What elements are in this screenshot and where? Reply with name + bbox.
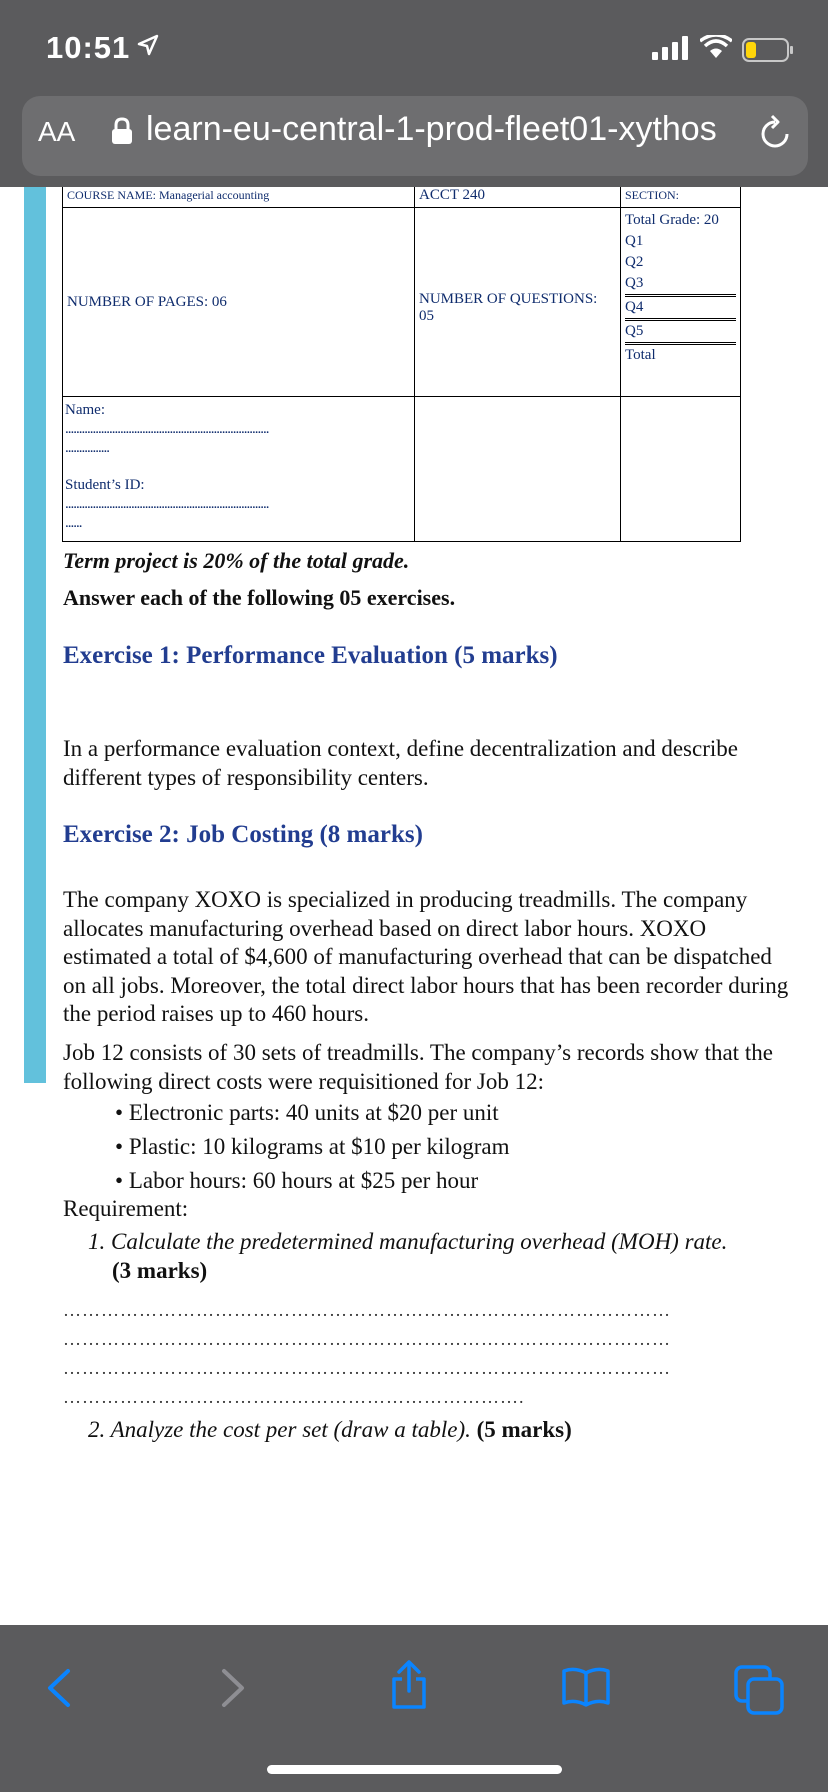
course-code-cell: ACCT 240 [415,183,621,208]
browser-top-bar [0,0,828,187]
requirement-1 [88,1227,800,1285]
grade-total-row: Total [625,347,656,363]
requirement-label: Requirement: [63,1196,189,1221]
exercise2-title: Exercise 2: Job Costing (8 marks) [63,821,423,848]
tabs-icon[interactable] [734,1665,786,1715]
requirement-2 [88,1417,572,1443]
bullet-electronic: • Electronic parts: 40 units at $20 per unit [115,1096,510,1130]
req2-marks: (5 marks) [476,1417,572,1442]
bullet-plastic: • Plastic: 10 kilograms at $10 per kilogram [115,1130,510,1164]
answer-dotline-3: …………………………………………………………………………………… [63,1358,671,1378]
section-cell: SECTION: [621,183,741,208]
grades-cell [621,208,741,397]
exam-header-table [62,182,741,542]
empty-cell-2 [621,397,741,542]
questions-cell: NUMBER OF QUESTIONS: 05 [415,208,621,397]
location-arrow-icon [137,34,159,56]
empty-cell-1 [415,397,621,542]
answer-dotline-1: …………………………………………………………………………………… [63,1300,671,1320]
answer-note: Answer each of the following 05 exercises. [63,585,456,610]
req1-text: 1. Calculate the predetermined manufacturing overhead (MOH) rate. [88,1229,728,1254]
answer-dotline-4: ………………………………………………………………. [63,1387,525,1407]
req1-marks: (3 marks) [112,1258,208,1283]
grade-q3: Q3 [625,273,736,297]
name-label: Name: [65,402,105,418]
grade-q4: Q4 [625,297,736,321]
student-id-label: Student’s ID: [65,477,145,493]
exercise1-text: In a performance evaluation context, define decentralization and describe different types of responsibility centers. [63,736,738,790]
pages-cell: NUMBER OF PAGES: 06 [63,208,415,397]
id-dots: .......................................................................... [65,496,269,512]
name-dots: .......................................................................... [65,421,269,437]
bookmarks-icon[interactable] [561,1665,611,1709]
battery-icon [742,38,794,62]
share-icon[interactable] [388,1659,430,1711]
req2-text: 2. Analyze the cost per set (draw a table). [88,1417,471,1442]
course-name-cell: COURSE NAME: Managerial accounting [63,183,415,208]
back-arrow-icon[interactable] [44,1665,74,1711]
left-accent-stripe [24,187,46,1083]
grade-total: Total Grade: 20 [625,212,719,228]
cellular-signal-icon [652,36,692,60]
address-bar[interactable] [22,96,808,176]
grade-q5: Q5 [625,321,736,345]
forward-arrow-icon[interactable] [218,1665,248,1711]
answer-dotline-2: …………………………………………………………………………………… [63,1329,671,1349]
reader-text-button[interactable] [38,116,75,148]
student-info-cell [63,397,415,542]
home-indicator[interactable] [267,1765,562,1774]
status-time: 10:51 [46,30,131,65]
bullet-labor: • Labor hours: 60 hours at $25 per hour [115,1164,510,1198]
aa-label: AA [38,116,76,147]
term-note: Term project is 20% of the total grade. [63,548,410,573]
id-dots-2: ...... [65,515,82,531]
name-dots-2: ................ [65,440,109,456]
url-text[interactable]: learn-eu-central-1-prod-fleet01-xythos [146,110,717,148]
grade-q2: Q2 [625,254,644,270]
reload-icon[interactable] [758,114,792,152]
lock-icon [110,116,134,146]
cost-bullet-list [115,1096,510,1198]
wifi-icon [700,35,732,59]
exercise1-title: Exercise 1: Performance Evaluation (5 marks) [63,642,558,669]
exercise2-para2: Job 12 consists of 30 sets of treadmills. The company’s records show that the following direct costs were requisitioned for Job 12: [63,1040,773,1094]
grade-q1: Q1 [625,233,644,249]
exercise2-para1: The company XOXO is specialized in producing treadmills. The company allocates manufacturing overhead based on direct labor hours. XOXO estimated a total of $4,600 of manufacturing overhead that can be dispatched on all jobs. Moreover, the total direct labor hours that has been recorder during the period raises up to 460 hours. [63,887,789,1026]
